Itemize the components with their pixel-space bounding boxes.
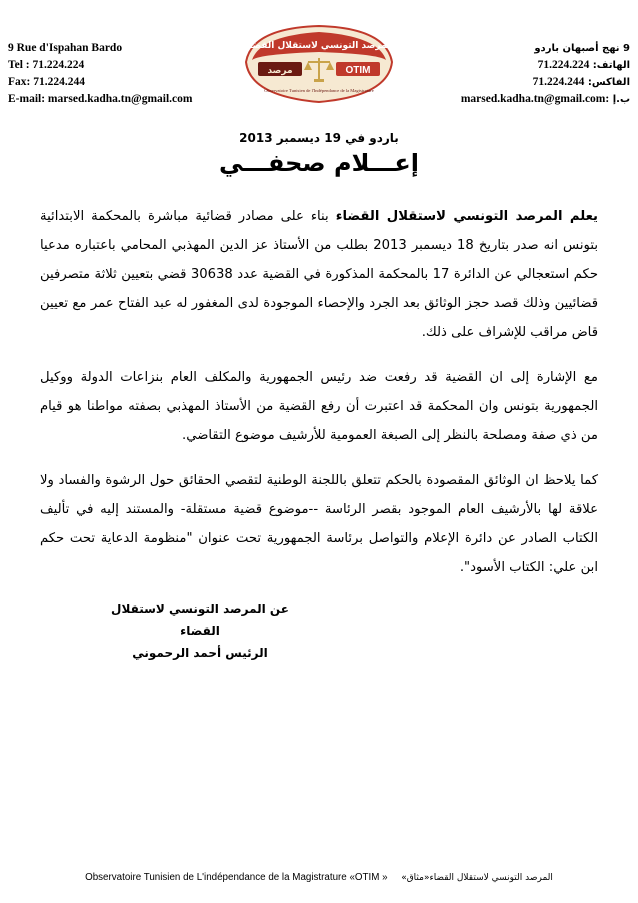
header-contact-ar [400, 40, 630, 108]
logo-arabic-abbr: مرصد [267, 66, 293, 76]
header-contact-fr [8, 40, 238, 108]
tel-ar-label: الهاتف: [592, 60, 630, 71]
address-ar: 9 نهج أصبهان باردو [534, 43, 630, 54]
email-fr: E-mail: marsed.kadha.tn@gmail.com [8, 93, 193, 105]
document-title: إعـــلام صحفـــي [218, 149, 420, 177]
dateline: باردو في 19 ديسمبر 2013 [239, 131, 399, 145]
tel-fr: Tel : 71.224.224 [8, 59, 85, 71]
fax-ar-label: الفاكس: [587, 77, 630, 88]
footer-fr: Observatoire Tunisien de L'indépendance de la Magistrature «OTIM » [85, 872, 388, 883]
paragraph-1-lead: يعلم المرصد التونسي لاستقلال القضاء [335, 209, 599, 224]
tel-ar-value: 71.224.224 [537, 59, 590, 71]
otim-logo [238, 22, 400, 108]
logo-latin-abbr: OTIM [345, 65, 371, 76]
address-fr: 9 Rue d'Ispahan Bardo [8, 42, 123, 54]
tel-ar [400, 57, 630, 74]
press-release-body [40, 202, 598, 598]
email-ar-value: marsed.kadha.tn@gmail.com: [460, 93, 610, 105]
paragraph-2: مع الإشارة إلى ان القضية قد رفعت ضد رئيس الجمهورية والمكلف العام بنزاعات الدولة ووكيل الجمهورية بتونس وان المحكمة قد اعتبرت أن رفع القضية من الأستاذ المهذبي بصفته مواطنا هو قيام من ذي صفة ومصلحة بالنظر إلى الصبغة العمومية للأرشيف موضوع التقاضي. [40, 370, 598, 443]
signature-president: الرئيس أحمد الرحموني [132, 646, 268, 660]
fax-fr: Fax: 71.224.244 [8, 76, 85, 88]
email-ar-label: ب.إ [612, 94, 630, 105]
fax-ar-value: 71.224.244 [532, 76, 585, 88]
paragraph-1-text: بناء على مصادر قضائية مباشرة بالمحكمة الابتدائية بتونس انه صدر بتاريخ 18 ديسمبر 2013 بطلب من الأستاذ عز الدين المهذبي المحامي باعتباره مدعيا حكم استعجالي عن الدائرة 17 بالمحكمة المذكورة في القضية عدد 30638 قضي بتعيين ثلاثة متصرفين قضائيين وذلك قصد حجز الوثائق بعد الجرد والإحصاء الموجودة لدى المغفور له عبد الفتاح عمر مع تعيين قاض مراقب للإشراف على ذلك. [40, 209, 598, 340]
page-footer [0, 872, 638, 883]
signature-org: عن المرصد التونسي لاستقلال القضاء [111, 602, 289, 638]
logo-graphic [238, 22, 400, 108]
logo-arabic-name: المرصد التونسي لاستقلال القضاء [244, 41, 394, 51]
paragraph-3: كما يلاحظ ان الوثائق المقصودة بالحكم تتعلق باللجنة الوطنية لتقصي الحقائق حول الرشوة والفساد ولا علاقة لها بالأرشيف العام الموجود بقصر الرئاسة --موضوع قضية مستقلة- والمستند إليه في تأليف الكتاب الصادر عن دائرة الإعلام والتواصل برئاسة الجمهورية تحت عنوان "منظومة الدعاية تحت حكم ابن علي: الكتاب الأسود". [40, 473, 598, 575]
fax-ar [400, 74, 630, 91]
logo-subtitle: Observatoire Tunisien de l'Indépendance de la Magistrature [264, 88, 374, 93]
paragraph-1 [40, 202, 598, 347]
signature-block [90, 598, 310, 664]
footer-ar: المرصد التونسي لاستقلال القضاء«مثاق» [401, 873, 553, 883]
email-ar [400, 91, 630, 108]
